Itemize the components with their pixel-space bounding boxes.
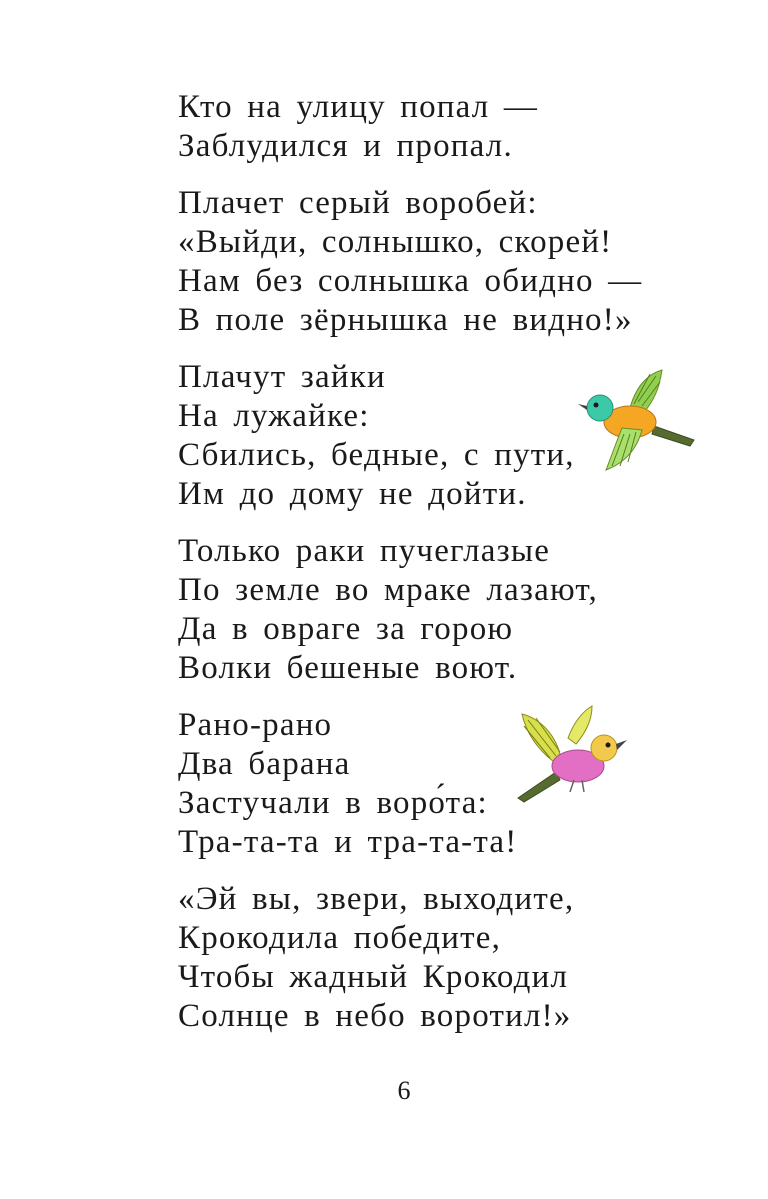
stanza-6 [178,880,698,1036]
poem-line: Тра-та-та и тра-та-та! [178,824,518,860]
poem-line: Волки бешеные воют. [178,650,518,686]
poem-line: Рано-рано [178,707,333,743]
poem-line: Чтобы жадный Крокодил [178,959,569,995]
poem-line: Солнце в небо воротил!» [178,998,572,1034]
poem-line: Да в овраге за горою [178,611,514,647]
poem-line: «Эй вы, звери, выходите, [178,881,575,917]
poem-line: Заблудился и пропал. [178,128,513,164]
poem-line: По земле во мраке лазают, [178,572,598,608]
green-bird-icon [578,368,696,472]
poem-line: Застучали в воро́та: [178,785,488,821]
poem-line: Плачут зайки [178,359,386,395]
poem-line: На лужайке: [178,398,370,434]
page-number: 6 [397,1076,411,1105]
stanza-1 [178,88,698,166]
pink-bird-icon [516,704,628,804]
poem-line: «Выйди, солнышко, скорей! [178,224,613,260]
poem-line: Только раки пучеглазые [178,533,551,569]
stanza-2 [178,184,698,340]
poem-line: Им до дому не дойти. [178,476,527,512]
poem-line: В поле зёрнышка не видно!» [178,302,633,338]
poem-line: Два барана [178,746,351,782]
poem [178,88,698,1054]
poem-line: Крокодила победите, [178,920,502,956]
poem-line: Плачет серый воробей: [178,185,538,221]
poem-line: Кто на улицу попал — [178,89,539,125]
poem-line: Нам без солнышка обидно — [178,263,643,299]
stanza-4 [178,532,698,688]
poem-line: Сбились, бедные, с пути, [178,437,575,473]
